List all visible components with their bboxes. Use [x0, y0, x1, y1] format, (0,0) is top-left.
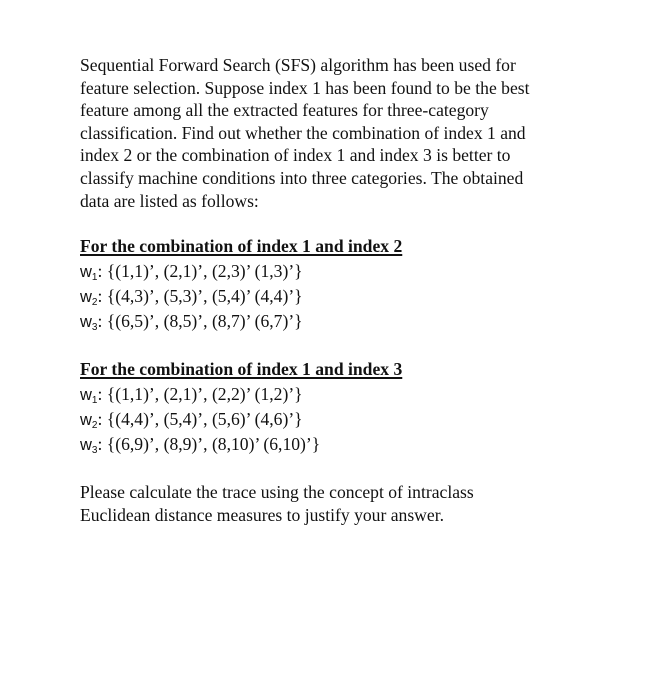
- section-heading-wrap: [80, 235, 412, 258]
- class-symbol: $w_2$: [80, 288, 98, 309]
- class-row: [80, 383, 620, 408]
- class-row: [80, 310, 620, 335]
- problem-document: [80, 54, 620, 544]
- class-values: : {(1,1)’, (2,1)’, (2,3)’ (1,3)’}: [97, 261, 303, 282]
- section-heading: For the combination of index 1 and index 3: [80, 359, 403, 380]
- intro-paragraph: Sequential Forward Search (SFS) algorithm has been used for feature selection. Suppose index 1 has been found to be the best feature among all the extracted features for three-category classification. Find out whether the combination of index 1 and index 2 or the combination of index 1 and index 3 is better to classify machine conditions into three categories. The obtained data are listed as follows:: [80, 55, 530, 211]
- class-values: : {(4,4)’, (5,4)’, (5,6)’ (4,6)’}: [97, 409, 303, 430]
- class-row: [80, 260, 620, 285]
- class-values: : {(6,5)’, (8,5)’, (8,7)’ (6,7)’}: [97, 311, 303, 332]
- closing-paragraph: Please calculate the trace using the concept of intraclass Euclidean distance measures to justify your answer.: [80, 482, 474, 525]
- class-symbol: $w_3$: [80, 436, 98, 457]
- section-heading-wrap: [80, 358, 412, 381]
- class-values: : {(6,9)’, (8,9)’, (8,10)’ (6,10)’}: [97, 434, 321, 455]
- section-heading: For the combination of index 1 and index 2: [80, 236, 403, 257]
- section-index-1-2: [80, 235, 620, 335]
- class-row: [80, 408, 620, 433]
- class-values: : {(4,3)’, (5,3)’, (5,4)’ (4,4)’}: [97, 286, 303, 307]
- class-symbol: $w_3$: [80, 313, 98, 334]
- class-symbol: $w_1$: [80, 263, 98, 284]
- class-symbol: $w_1$: [80, 386, 98, 407]
- section-index-1-3: [80, 358, 620, 458]
- class-row: [80, 433, 620, 458]
- class-symbol: $w_2$: [80, 411, 98, 432]
- class-values: : {(1,1)’, (2,1)’, (2,2)’ (1,2)’}: [97, 384, 303, 405]
- class-row: [80, 285, 620, 310]
